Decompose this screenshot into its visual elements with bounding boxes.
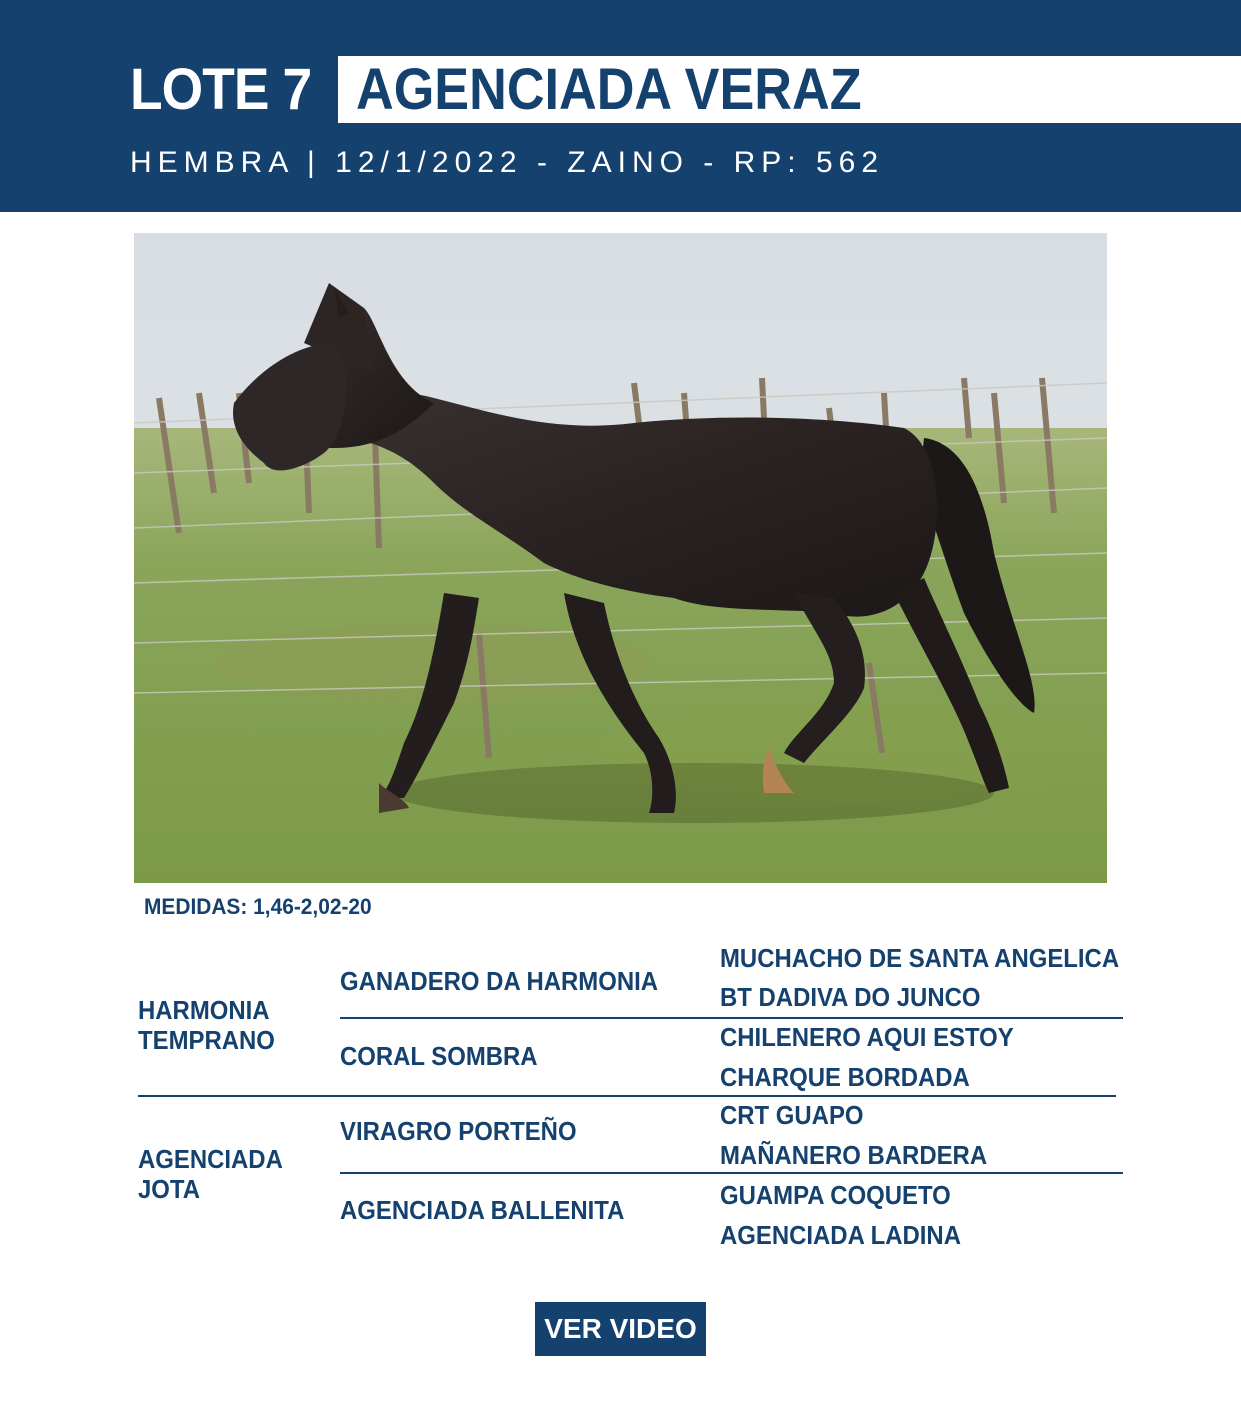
horse-name: AGENCIADA VERAZ [356,57,862,122]
horse-photo [134,233,1107,883]
great-grandparent: CHILENERO AQUI ESTOY [720,1022,1014,1052]
great-grandparent: MUCHACHO DE SANTA ANGELICA [720,943,1120,973]
great-grandparent: CHARQUE BORDADA [720,1062,970,1092]
dam-dam: AGENCIADA BALLENITA [340,1195,625,1225]
sire-dam: CORAL SOMBRA [340,1041,538,1071]
dam-sire: VIRAGRO PORTEÑO [340,1116,577,1146]
great-grandparent: BT DADIVA DO JUNCO [720,982,981,1012]
horse-details: HEMBRA | 12/1/2022 - ZAINO - RP: 562 [130,146,885,179]
great-grandparent: AGENCIADA LADINA [720,1220,961,1250]
great-grandparent: GUAMPA COQUETO [720,1180,951,1210]
lot-number: LOTE 7 [130,57,312,122]
pedigree-divider [340,1172,1123,1174]
great-grandparent: CRT GUAPO [720,1100,864,1130]
pedigree-divider [340,1017,1123,1019]
ver-video-button[interactable]: VER VIDEO [535,1302,706,1356]
measurements: MEDIDAS: 1,46-2,02-20 [144,894,372,919]
sire: HARMONIA TEMPRANO [138,995,275,1055]
sire-sire: GANADERO DA HARMONIA [340,966,659,996]
horse-name-box [338,56,1241,123]
pedigree-divider [138,1095,1116,1097]
header-banner [0,0,1241,212]
dam: AGENCIADA JOTA [138,1144,283,1204]
great-grandparent: MAÑANERO BARDERA [720,1140,988,1170]
